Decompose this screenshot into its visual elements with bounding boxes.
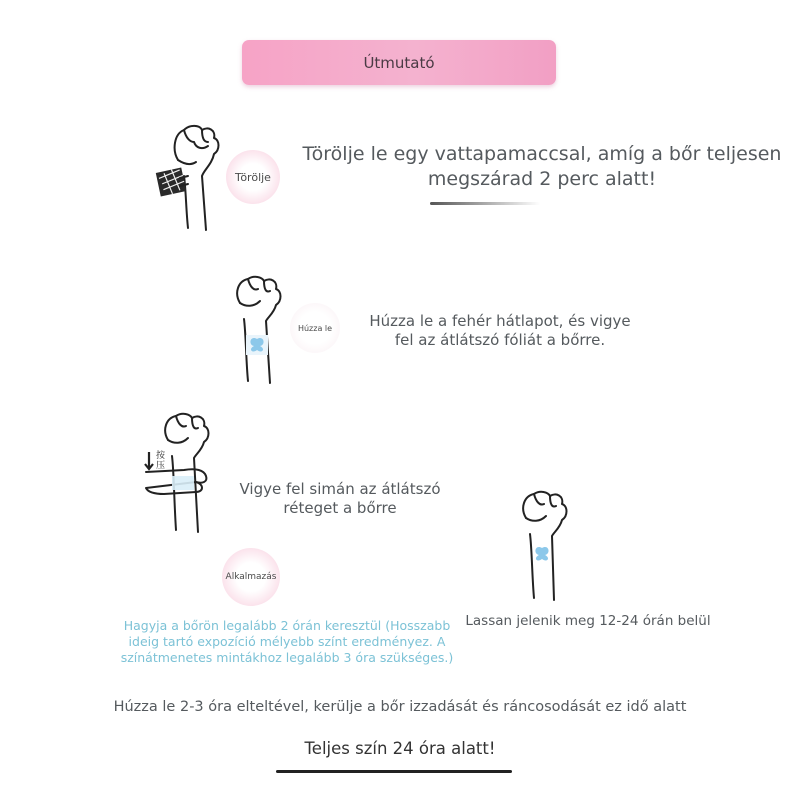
peel-instruction (350, 312, 650, 350)
apply-text-line-1: Vigye fel simán az átlátszó (239, 480, 441, 498)
press-label-line-2: 压 (156, 461, 166, 471)
wipe-text-line-1: Törölje le egy vattapamaccsal, amíg a bőr teljesen (302, 143, 782, 165)
final-underline (276, 770, 512, 773)
wait-text-line-2: ideig tartó expozíció mélyebb színt eredményez. A (128, 634, 446, 649)
apply-instruction (222, 480, 458, 518)
press-label-line-1: 按 (156, 451, 166, 461)
apply-text-line-2: réteget a bőrre (283, 499, 397, 517)
guide-title: Útmutató (363, 53, 435, 72)
wipe-divider (430, 202, 540, 205)
fist-with-cotton-pad-icon (150, 120, 230, 235)
fist-with-butterfly-sticker-icon (230, 275, 290, 385)
wait-instruction (112, 618, 462, 666)
wait-text-line-3: színátmenetes mintákhoz legalább 3 óra szükséges.) (120, 650, 454, 665)
final-result-text: Teljes szín 24 óra alatt! (304, 739, 496, 758)
wipe-instruction (292, 142, 792, 192)
wipe-badge (226, 150, 280, 204)
wipe-text-line-2: megszárad 2 perc alatt! (427, 168, 657, 190)
appear-instruction: Lassan jelenik meg 12-24 órán belül (465, 613, 711, 629)
wait-badge-label: Alkalmazás (225, 572, 277, 582)
wipe-badge-label: Törölje (235, 170, 271, 184)
peel-badge (290, 303, 340, 353)
pressing-hand-icon (140, 412, 215, 534)
wait-text-line-1: Hagyja a bőrön legalább 2 órán keresztül (Hosszabb (123, 618, 451, 633)
removal-note: Húzza le 2-3 óra elteltével, kerülje a bőr izzadását és ráncosodását ez idő alatt (113, 699, 687, 715)
wait-badge (222, 548, 280, 606)
fist-with-tattoo-icon (518, 490, 570, 602)
peel-badge-label: Húzza le (297, 323, 333, 333)
guide-title-banner (242, 40, 556, 85)
peel-text-line-2: fel az átlátszó fóliát a bőrre. (394, 331, 606, 349)
peel-text-line-1: Húzza le a fehér hátlapot, és vigye (369, 312, 631, 330)
